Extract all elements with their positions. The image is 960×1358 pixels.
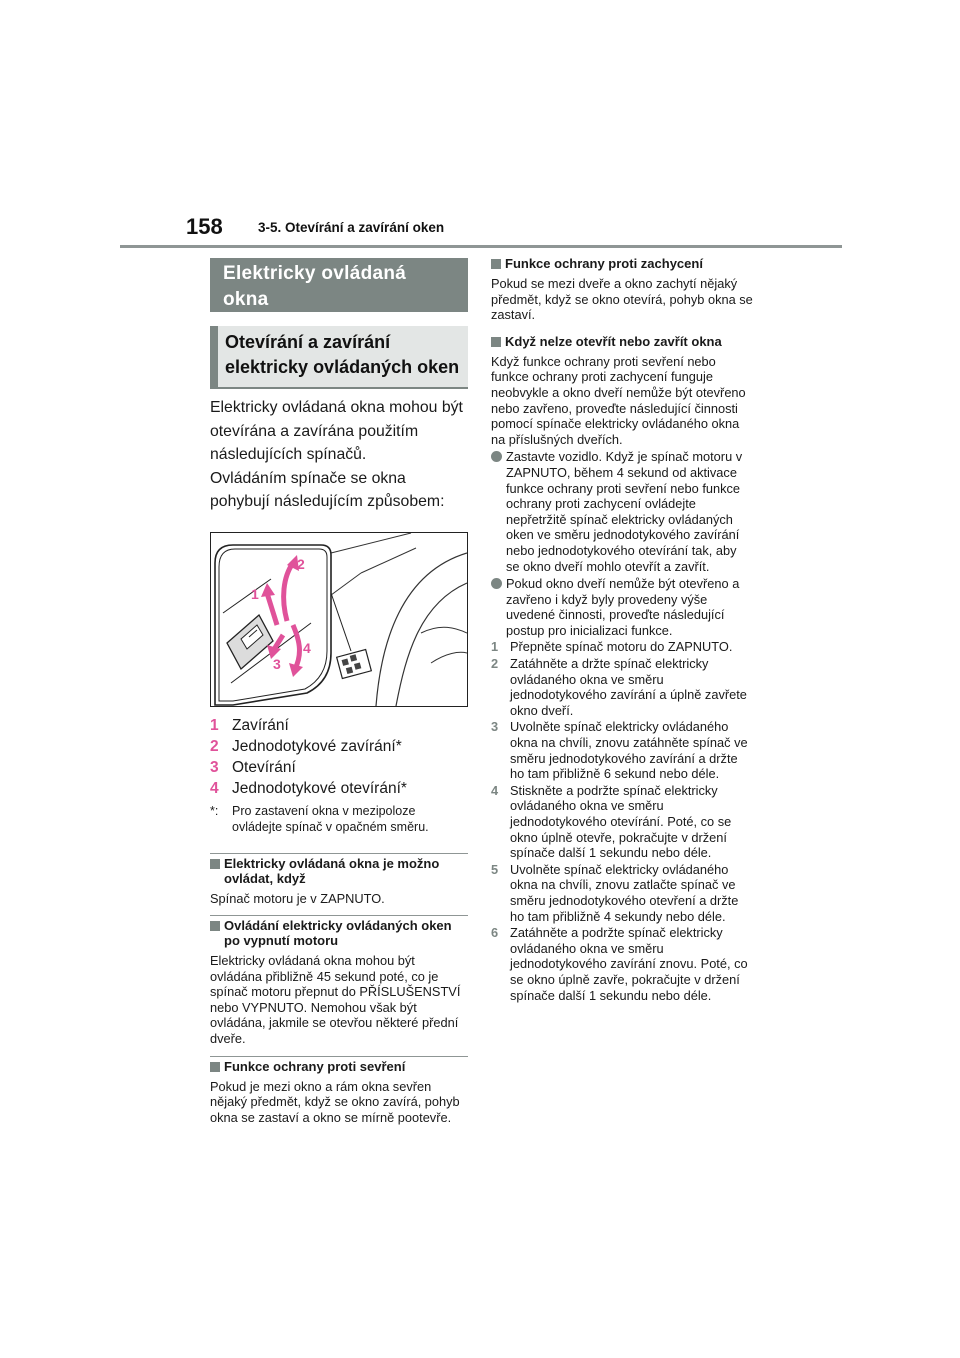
label-2: 2 (297, 555, 305, 572)
legend-text: Zavírání (232, 716, 289, 734)
heading-text: Funkce ochrany proti sevření (224, 1058, 406, 1074)
section-subtitle: Otevírání a zavírání elektricky ovládaných oken (210, 326, 468, 389)
legend-number: 4 (210, 779, 219, 797)
step-number: 1 (491, 639, 499, 655)
footnote-mark: *: (210, 803, 219, 818)
legend-item (210, 736, 468, 757)
step-item (491, 639, 753, 655)
info-section-heading (491, 332, 753, 349)
step-text: Přepněte spínač motoru do ZAPNUTO. (510, 639, 733, 655)
legend-item (210, 757, 468, 778)
header-rule (120, 245, 842, 248)
info-section-body: Spínač motoru je v ZAPNUTO. (210, 890, 385, 906)
circle-bullet-icon (491, 451, 502, 462)
step-number: 6 (491, 925, 499, 941)
window-switch-illustration (210, 532, 468, 707)
step-item (491, 656, 753, 718)
step-item (491, 862, 753, 924)
left-column (210, 258, 468, 1125)
square-bullet-icon (210, 1062, 220, 1072)
label-4: 4 (303, 639, 311, 656)
intro-paragraph: Elektricky ovládaná okna mohou být otevírána a zavírána použitím následujících spínačů. (210, 399, 463, 463)
heading-text: Funkce ochrany proti zachycení (505, 256, 703, 271)
label-1: 1 (251, 585, 259, 602)
step-item (491, 719, 753, 781)
right-column (491, 254, 753, 1003)
chapter-title: 3-5. Otevírání a zavírání oken (258, 220, 445, 235)
info-section-heading (210, 915, 468, 948)
step-item (491, 925, 753, 1003)
info-section-heading (210, 853, 468, 886)
legend-item (210, 715, 468, 736)
bullet-item (491, 449, 753, 574)
step-text: Zatáhněte a držte spínač elektricky ovládaného okna ve směru jednodotykového zavírání a úplně zavřete okno dveří. (510, 656, 747, 718)
label-3: 3 (273, 655, 281, 672)
legend-text: Jednodotykové otevírání* (232, 779, 407, 797)
step-number: 3 (491, 719, 499, 735)
bullet-item (491, 576, 753, 638)
info-section (491, 332, 753, 1003)
step-item (491, 783, 753, 861)
heading-text: Elektricky ovládaná okna je možno ovládat, když (224, 855, 440, 886)
footnote (210, 803, 468, 835)
intro-text (210, 396, 468, 514)
legend-number: 2 (210, 737, 219, 755)
square-bullet-icon (210, 921, 220, 931)
square-bullet-icon (210, 859, 220, 869)
info-section (210, 1056, 468, 1126)
section-title: Elektricky ovládaná okna (210, 258, 468, 312)
page-header (0, 0, 960, 250)
legend-number: 3 (210, 758, 219, 776)
legend-item (210, 778, 468, 799)
square-bullet-icon (491, 259, 501, 269)
legend-text: Otevírání (232, 758, 296, 776)
heading-text: Když nelze otevřít nebo zavřít okna (505, 333, 722, 349)
legend-text: Jednodotykové zavírání* (232, 737, 402, 755)
step-text: Uvolněte spínač elektricky ovládaného okna na chvíli, znovu zatlačte spínač ve směru jednodotykového otevření a držte ho tam přibližně 4 sekundy nebo déle. (510, 861, 739, 924)
step-number: 4 (491, 782, 499, 798)
step-text: Stiskněte a podržte spínač elektricky ovládaného okna ve směru jednodotykového otevírání. Poté, co se okno úplně otevře, pokračujte v držení spínače další 1 sekundu nebo déle. (510, 782, 732, 861)
info-section-heading (210, 1056, 468, 1074)
step-text: Zatáhněte a podržte spínač elektricky ovládaného okna ve směru jednodotykového zavírání znovu. Poté, co se okno úplně zavře, pokračujte v držení spínače další 1 sekundu nebo déle. (510, 925, 748, 1003)
step-number: 5 (491, 861, 499, 877)
info-section-heading (491, 254, 753, 271)
info-section-body: Pokud je mezi okno a rám okna sevřen nějaký předmět, když se okno zavírá, pohyb okna se zastaví a okno se mírně pootevře. (210, 1078, 460, 1125)
heading-text: Ovládání elektricky ovládaných oken po vypnutí motoru (224, 918, 452, 949)
info-section-body: Když funkce ochrany proti sevření nebo funkce ochrany proti zachycení funguje neobvykle a okno dveří nemůže být otevřeno nebo zavřeno, proveďte následující činnosti pomocí spínače elektricky ovládaného okna na příslušných dveřích. (491, 353, 746, 447)
info-section (210, 853, 468, 907)
info-section-body: Pokud se mezi dveře a okno zachytí nějaký předmět, když se okno otevírá, pohyb okna se zastaví. (491, 276, 753, 323)
square-bullet-icon (491, 337, 501, 347)
legend-list (210, 715, 468, 799)
info-section-body: Elektricky ovládaná okna mohou být ovládána přibližně 45 sekund poté, co je spínač motoru přepnut do PŘÍSLUŠENSTVÍ nebo VYPNUTO. Nemohou však být ovládána, jakmile se otevřou některé přední dveře. (210, 953, 461, 1047)
footnote-text: Pro zastavení okna v mezipoloze ovládejte spínač v opačném směru. (232, 803, 429, 834)
circle-bullet-icon (491, 578, 502, 589)
step-text: Uvolněte spínač elektricky ovládaného okna na chvíli, znovu zatáhněte spínač ve směru jednodotykového zavírání a držte ho tam přibližně 6 sekund nebo déle. (510, 719, 748, 782)
page-number: 158 (186, 214, 223, 239)
info-section (491, 254, 753, 323)
info-section (210, 915, 468, 1047)
step-number: 2 (491, 656, 499, 672)
bullet-text: Zastavte vozidlo. Když je spínač motoru v ZAPNUTO, během 4 sekund od aktivace funkce ochrany proti sevření nebo funkce ochrany proti zachycení ovládejte nepřetržitě spínač elektricky ovládaných oken ve směru jednodotykového zavírání nebo jednodotykového otevírání tak, aby se okno dveří mohlo otevřít a zavřít. (506, 449, 743, 574)
bullet-text: Pokud okno dveří nemůže být otevřeno a zavřeno i když byly provedeny výše uvedené činnosti, proveďte následující postup pro inicializaci funkce. (506, 576, 740, 638)
intro-paragraph: Ovládáním spínače se okna pohybují následujícím způsobem: (210, 469, 445, 510)
legend-number: 1 (210, 716, 219, 734)
illustration-drawing (211, 533, 467, 706)
